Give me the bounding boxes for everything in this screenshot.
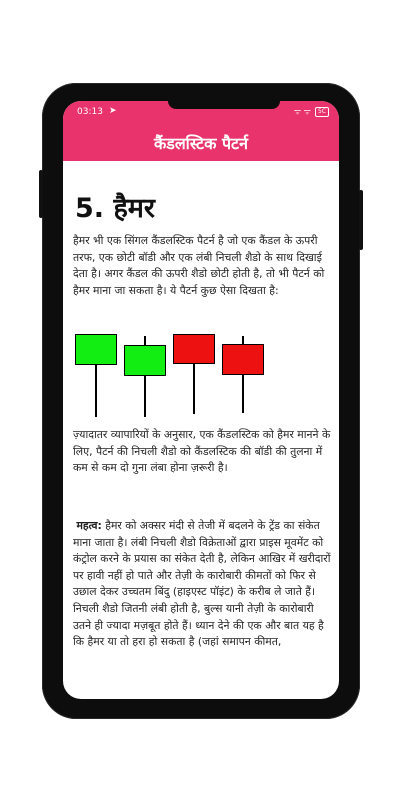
paragraph-intro: हैमर भी एक सिंगल कैंडलस्टिक पैटर्न है जो एक कैंडल के ऊपरी तरफ, एक छोटी बॉडी और एक लंबी निचली शैडो के साथ दिखाई देता है। अगर कैंडल की ऊपरी शैडो छोटी होती है, तो भी पैटर्न को हैमर माना जा सकता है। ये पैटर्न कुछ ऐसा दिखता है: xyxy=(73,234,325,297)
section-heading: 5. हैमर xyxy=(75,193,155,224)
article-content[interactable] xyxy=(63,161,339,699)
signal-icon: ᯤ ᯤ xyxy=(293,107,311,116)
hammer-candles-illustration xyxy=(75,334,275,419)
paragraph-rule: ज़्यादातर व्यापारियों के अनुसार, एक कैंडलस्टिक को हैमर मानने के लिए, पैटर्न की निचली शैडो को कैंडलस्टिक की बॉडी की तुलना में कम से कम दो गुना लंबा होना ज़रूरी है। xyxy=(73,428,331,475)
camera-notch xyxy=(168,101,280,109)
importance-text: हैमर को अक्सर मंदी से तेजी में बदलने के ट्रेंड का संकेत माना जाता है। लंबी निचली शैडो विक्रेताओं द्वारा प्राइस मूवमेंट को कंट्रोल करने के प्रयास का संकेत देती है, लेकिन आखिर में खरीदारों पर हावी नहीं हो पाते और तेज़ी के कारोबारी कीमतों को फिर से उछाल देकर उच्चतम बिंदु (हाइएस्ट पॉइंट) के करीब ले जाते हैं। निचली शैडो जितनी लंबी होती है, बुल्स यानी तेज़ी के कारोबारी उतने ही ज्यादा मज़बूत होते हैं। ध्यान देने की एक और बात यह है कि हैमर या तो हरा हो सकता है (जहां समापन कीमत, xyxy=(73,519,331,649)
send-icon: ➤ xyxy=(109,106,117,116)
volume-button xyxy=(39,170,43,218)
status-time: 03:13 xyxy=(77,107,103,117)
app-title: कैंडलस्टिक पैटर्न xyxy=(153,134,249,153)
phone-screen xyxy=(63,101,339,699)
battery-icon: 5C xyxy=(315,107,329,117)
status-right xyxy=(294,106,329,117)
power-button xyxy=(359,190,363,250)
paragraph-importance xyxy=(73,518,331,651)
app-bar xyxy=(63,125,339,161)
importance-label: महत्व: xyxy=(76,519,102,532)
